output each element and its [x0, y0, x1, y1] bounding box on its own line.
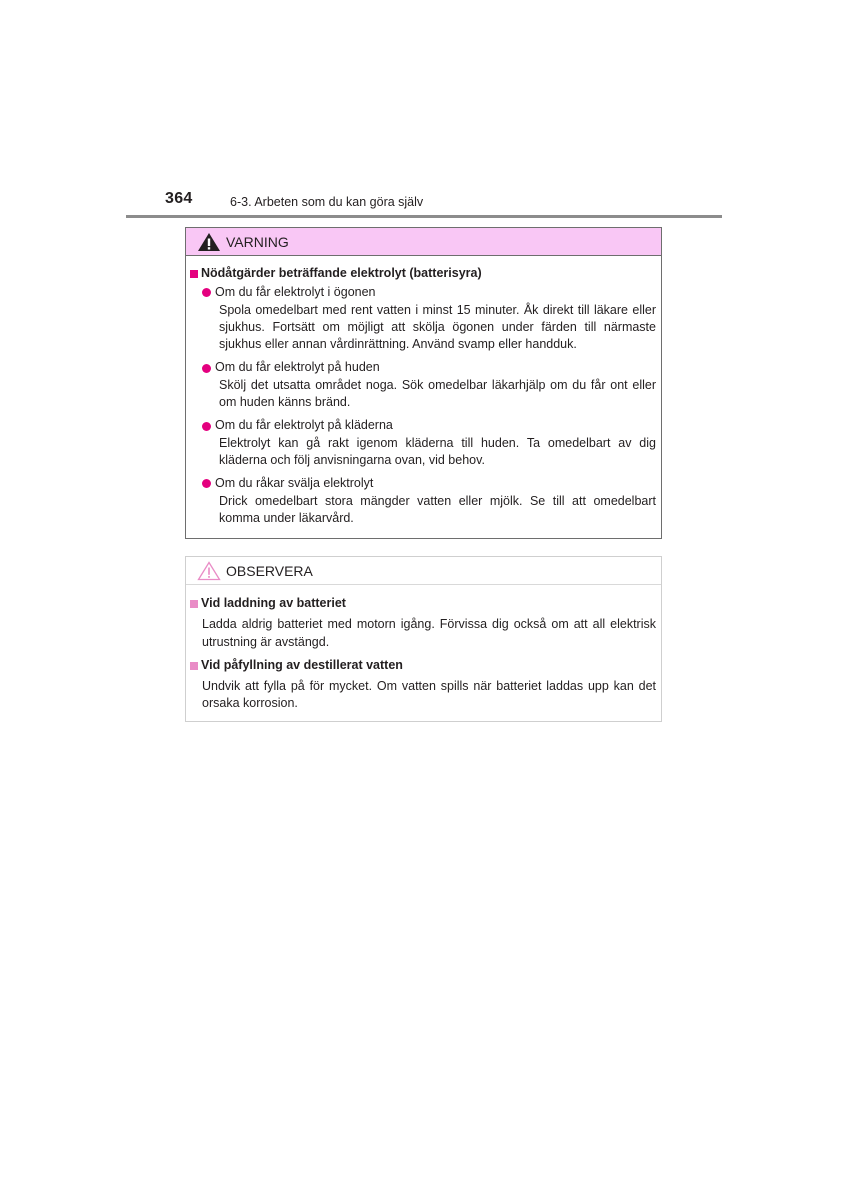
caution-title: OBSERVERA [226, 562, 313, 579]
warning-header [186, 228, 661, 256]
caution-heading: Vid laddning av batteriet [190, 595, 656, 612]
warning-item-title: Om du råkar svälja elektrolyt [215, 476, 374, 491]
warning-item-text: Elektrolyt kan gå rakt igenom kläderna till huden. Ta omedelbart av dig kläderna och följ anvisningarna ovan, vid behov. [219, 435, 656, 467]
warning-item-title: Om du får elektrolyt i ögonen [215, 285, 376, 300]
warning-triangle-icon [197, 232, 221, 252]
warning-item-text: Skölj det utsatta området noga. Sök omedelbar läkarhjälp om du får ont eller om huden känns bränd. [219, 377, 656, 410]
square-bullet-icon [190, 600, 198, 608]
warning-item [202, 475, 656, 527]
caution-text: Ladda aldrig batteriet med motorn igång. Förvissa dig också om att all elektrisk utrustning är avstängd. [202, 617, 656, 649]
dot-bullet-icon [202, 422, 211, 431]
warning-box [185, 227, 662, 539]
caution-heading: Vid påfyllning av destillerat vatten [190, 657, 656, 674]
warning-item-title: Om du får elektrolyt på huden [215, 360, 380, 375]
dot-bullet-icon [202, 479, 211, 488]
warning-item [202, 284, 656, 353]
warning-title: VARNING [226, 233, 289, 250]
dot-bullet-icon [202, 288, 211, 297]
square-bullet-icon [190, 662, 198, 670]
warning-item-text: Spola omedelbart med rent vatten i minst 15 minuter. Åk direkt till läkare eller sjukhus. Fortsätt om möjligt att skölja ögonen under färden till närmaste sjukhus eller annan vårdinrättning. Använd svamp eller handduk. [219, 302, 656, 352]
warning-item-title: Om du får elektrolyt på kläderna [215, 418, 393, 433]
warning-item [202, 359, 656, 411]
section-title: 6-3. Arbeten som du kan göra själv [230, 195, 424, 209]
page-number: 364 [165, 190, 193, 207]
dot-bullet-icon [202, 364, 211, 373]
warning-item [202, 417, 656, 469]
square-bullet-icon [190, 270, 198, 278]
warning-heading: Nödåtgärder beträffande elektrolyt (batterisyra) [190, 265, 656, 282]
header-rule [126, 215, 722, 218]
caution-box [185, 556, 662, 722]
caution-header [186, 557, 661, 585]
warning-item-text: Drick omedelbart stora mängder vatten eller mjölk. Se till att omedelbart komma under läkarvård. [219, 493, 656, 525]
caution-triangle-icon [197, 561, 221, 581]
caution-text: Undvik att fylla på för mycket. Om vatten spills när batteriet laddas upp kan det orsaka korrosion. [202, 679, 656, 711]
